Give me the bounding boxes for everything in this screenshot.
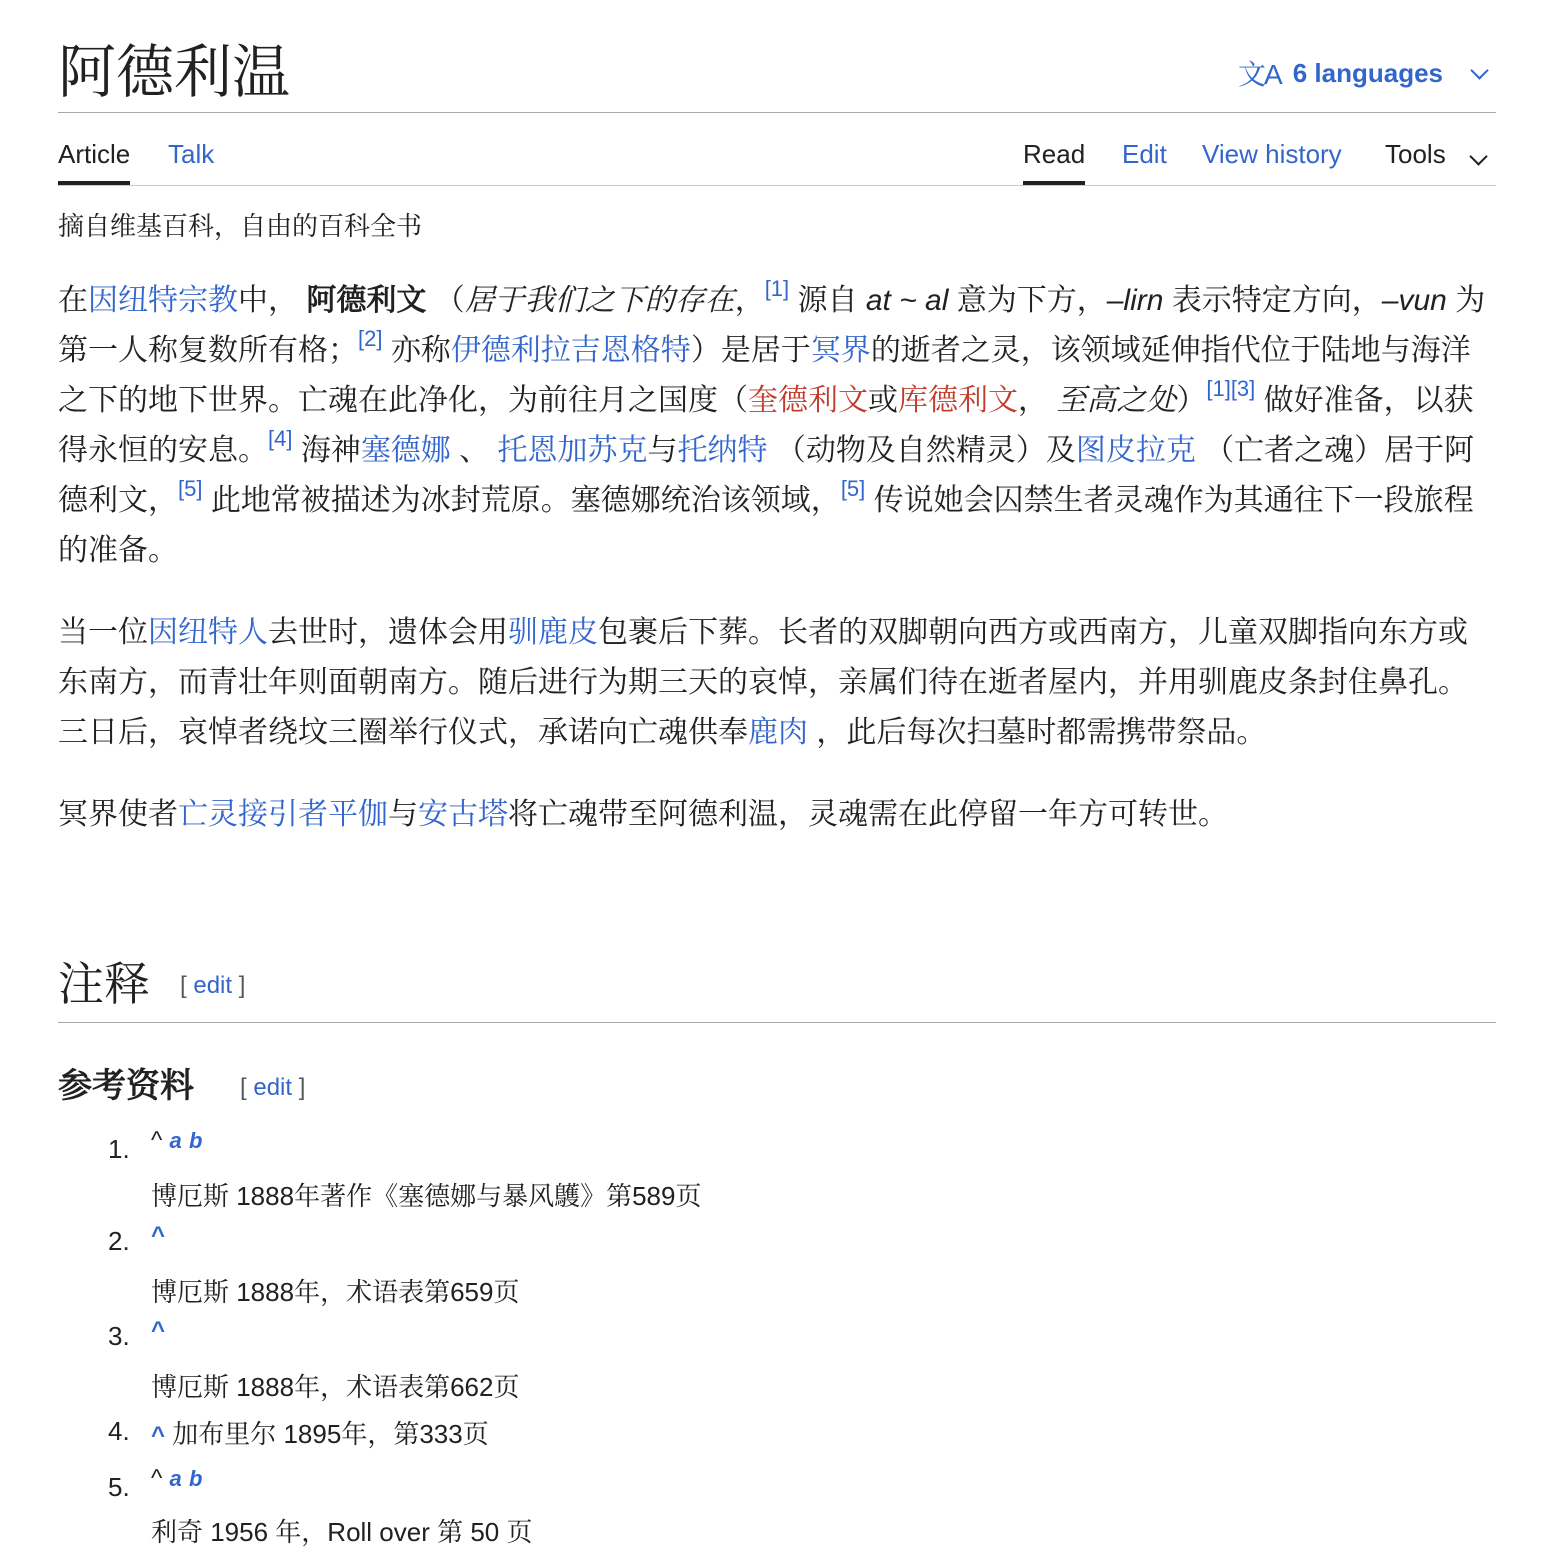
- etymology: at ~ al: [865, 284, 949, 317]
- edit-section-link[interactable]: edit: [193, 972, 233, 999]
- backlink-a[interactable]: a: [169, 1466, 182, 1491]
- tab-edit[interactable]: Edit: [1122, 139, 1167, 169]
- text: 传说她会囚禁生者灵魂作为其通往下一段旅程的准备。: [58, 484, 1474, 567]
- page-title: 阿德利温: [58, 38, 291, 106]
- reference-item: [58, 1416, 1496, 1466]
- tab-talk[interactable]: Talk: [168, 139, 215, 169]
- caret-icon: ^: [151, 1127, 163, 1154]
- text: 意为下方，: [948, 284, 1107, 317]
- redlink-qudlivun-alt[interactable]: 库德利文: [898, 384, 1018, 417]
- term-adlivun: 阿德利文: [306, 284, 427, 317]
- text: 海神: [300, 434, 361, 467]
- language-selector[interactable]: [1238, 50, 1496, 96]
- link-sedna[interactable]: 塞德娜: [360, 434, 451, 467]
- text: 或: [868, 384, 898, 417]
- redlink-qudlivun[interactable]: 奎德利文: [748, 384, 868, 417]
- link-idliragijenget[interactable]: 伊德利拉吉恩格特: [450, 334, 691, 367]
- languages-label: 6 languages: [1292, 57, 1443, 88]
- edit-section-link[interactable]: edit: [253, 1074, 293, 1101]
- reference-number: 2.: [108, 1226, 130, 1256]
- text: 此地常被描述为冰封荒原。塞德娜统治该领域，: [210, 484, 841, 517]
- tools-menu[interactable]: [1385, 137, 1495, 185]
- reference-item: [58, 1124, 1496, 1219]
- text: 、: [459, 434, 490, 467]
- reference-item: [58, 1222, 1496, 1321]
- reference-number: 4.: [108, 1416, 130, 1446]
- caret-icon[interactable]: ^: [151, 1422, 166, 1449]
- citation-1[interactable]: [1]: [1206, 376, 1231, 401]
- reference-text: 博厄斯 1888年，术语表第659页: [151, 1277, 520, 1307]
- bracket: [: [180, 972, 194, 999]
- citation-5[interactable]: [5]: [840, 476, 866, 501]
- caret-icon: ^: [151, 1465, 163, 1492]
- citation-4[interactable]: [4]: [268, 426, 293, 451]
- text: 包裹后下葬。长者的双脚朝向西方或西南方，儿童双脚指向东方或东南方，而青壮年则面朝南方。随后进行为期三天的哀悼，亲属们待在逝者屋内，并用驯鹿皮条封住鼻孔。三日后，哀悼者绕坟三圈举行仪式，承诺向亡魂供奉: [58, 616, 1468, 749]
- tab-article[interactable]: Article: [58, 137, 130, 185]
- text: 冥界使者: [58, 798, 178, 831]
- article-body: [58, 276, 1496, 872]
- backlink-a[interactable]: a: [169, 1128, 182, 1153]
- etymology: –lirn: [1106, 284, 1164, 317]
- text: 做好准备，以获得永恒的安息。: [58, 384, 1474, 467]
- citation-5[interactable]: [5]: [178, 476, 203, 501]
- backlink-b[interactable]: b: [188, 1128, 203, 1153]
- paragraph-1: [58, 276, 1496, 576]
- reference-text: 博厄斯 1888年，术语表第662页: [151, 1372, 520, 1402]
- reference-list: [58, 1124, 1496, 1547]
- text: 表示特定方向，: [1163, 284, 1382, 317]
- text: 与: [647, 434, 678, 467]
- text: ）: [1176, 384, 1207, 417]
- page: [58, 0, 1496, 1547]
- text: ）是居于: [690, 334, 811, 367]
- link-pinga[interactable]: 亡灵接引者平伽: [178, 798, 388, 831]
- text: ，此后每次扫墓时都需携带祭品。: [816, 716, 1267, 749]
- link-tupilaq[interactable]: 图皮拉克: [1075, 434, 1196, 467]
- reference-number: 3.: [108, 1321, 130, 1351]
- text: 中，: [238, 284, 298, 317]
- paragraph-2: [58, 608, 1496, 758]
- text: 源自: [797, 284, 866, 317]
- link-inuit-religion[interactable]: 因纽特宗教: [88, 284, 238, 317]
- reference-item: [58, 1317, 1496, 1416]
- translate-icon: 文A: [1238, 59, 1281, 90]
- citation-2[interactable]: [2]: [358, 326, 383, 351]
- tab-read[interactable]: Read: [1023, 137, 1085, 185]
- tools-label: Tools: [1385, 139, 1446, 169]
- section-edit-references: [240, 1074, 305, 1102]
- reference-number: 1.: [108, 1134, 130, 1164]
- text: 亦称: [390, 334, 451, 367]
- text: （动物及自然精灵）及: [775, 434, 1076, 467]
- citation-1[interactable]: [1]: [764, 276, 790, 301]
- title-bar: [58, 0, 1496, 113]
- reference-number: 5.: [108, 1472, 130, 1502]
- text: 的逝者之灵，该领域延伸指代位于陆地与海洋之下的地下世界。亡魂在此净化，为前往月之国度（: [58, 334, 1471, 417]
- citation-3[interactable]: [3]: [1230, 376, 1256, 401]
- notes-section-header: [58, 950, 1496, 1023]
- text: 将亡魂带至阿德利温，灵魂需在此停留一年方可转世。: [508, 798, 1228, 831]
- text: （亡者之魂）居于阿德利文，: [58, 434, 1475, 517]
- reference-text: 博厄斯 1888年著作《塞德娜与暴风鸌》第589页: [151, 1181, 702, 1211]
- reference-item: [58, 1464, 1496, 1559]
- chevron-down-icon: [1469, 147, 1487, 165]
- chevron-down-icon: [1470, 61, 1488, 79]
- text: 当一位: [58, 616, 148, 649]
- text: 与: [388, 798, 418, 831]
- link-inuit[interactable]: 因纽特人: [148, 616, 268, 649]
- reference-text: 加布里尔 1895年，第333页: [172, 1419, 489, 1449]
- site-tagline: 摘自维基百科，自由的百科全书: [58, 211, 423, 241]
- reference-text: 利奇 1956 年，Roll over 第 50 页: [151, 1517, 533, 1547]
- caret-icon[interactable]: ^: [151, 1317, 166, 1344]
- translation: 居于我们之下的存在: [464, 284, 735, 317]
- section-title-notes: 注释: [58, 957, 150, 1011]
- bracket: ]: [232, 972, 246, 999]
- section-edit-notes: [180, 972, 245, 1000]
- section-title-references: 参考资料: [58, 1067, 194, 1105]
- link-tornarsuk[interactable]: 托恩加苏克: [497, 434, 648, 467]
- link-tornat[interactable]: 托纳特: [677, 434, 768, 467]
- text: 在: [58, 284, 88, 317]
- bracket: [: [240, 1074, 254, 1101]
- bracket: ]: [292, 1074, 306, 1101]
- text: 去世时，遗体会用: [268, 616, 508, 649]
- backlink-b[interactable]: b: [188, 1466, 203, 1491]
- tab-view-history[interactable]: View history: [1202, 139, 1342, 169]
- caret-icon[interactable]: ^: [151, 1222, 166, 1249]
- link-underworld[interactable]: 冥界: [810, 334, 871, 367]
- text: ，: [734, 284, 765, 317]
- text: 为第一人称复数所有格；: [58, 284, 1486, 367]
- paragraph-3: [58, 790, 1496, 840]
- page-tabs: [58, 113, 1496, 186]
- etymology: –vun: [1381, 284, 1447, 317]
- translation: 至高之处: [1056, 384, 1177, 417]
- link-caribou-skin[interactable]: 驯鹿皮: [508, 616, 598, 649]
- link-venison[interactable]: 鹿肉: [748, 716, 808, 749]
- text: ，: [1018, 384, 1048, 417]
- link-anguta[interactable]: 安古塔: [418, 798, 508, 831]
- text: （: [434, 284, 465, 317]
